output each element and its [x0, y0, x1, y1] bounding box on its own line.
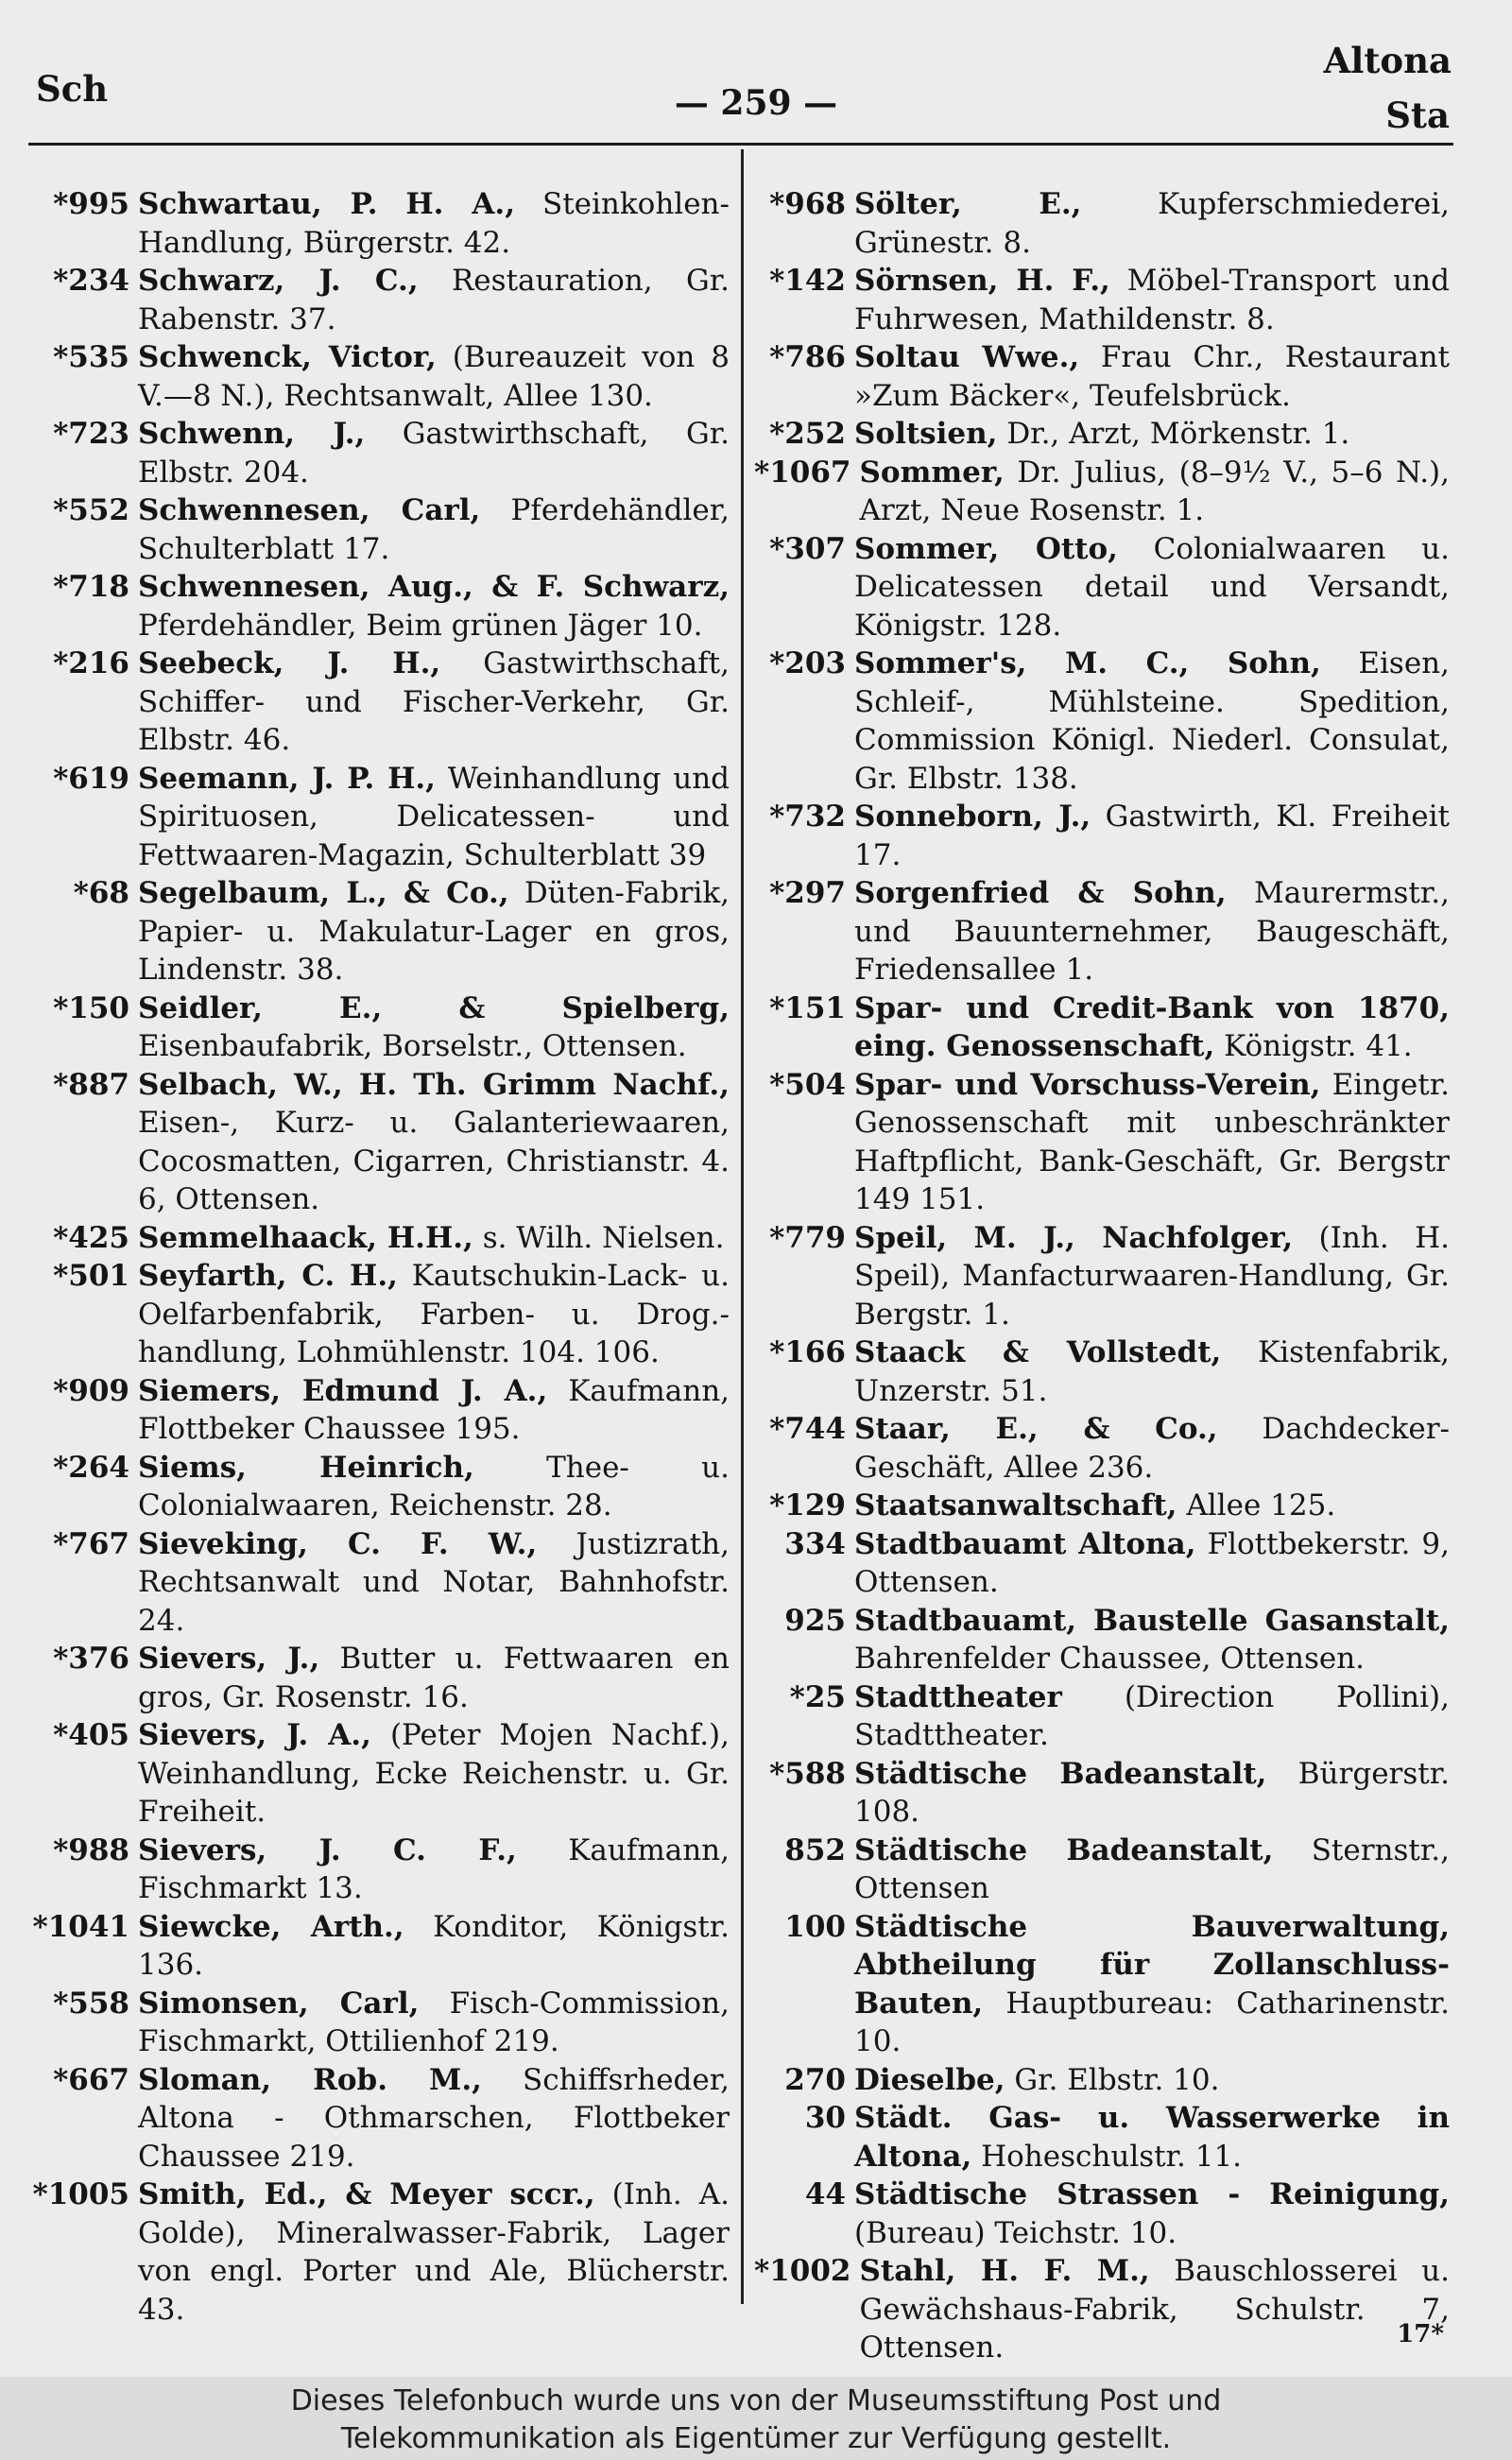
- entry-text: [138, 1985, 730, 2061]
- entry-text: [854, 874, 1450, 989]
- directory-entry: [754, 2099, 1450, 2176]
- entry-name: Semmelhaack, H.H.,: [138, 1220, 473, 1255]
- entry-name: Seemann, J. P. H.,: [138, 761, 436, 796]
- entry-name: Städtische Strassen - Reinigung,: [854, 2177, 1450, 2211]
- entry-details: (Inh. A. Golde), Mineralwasser-Fabrik, Lager von engl. Porter und Ale, Blücherstr. 43.: [138, 2177, 730, 2327]
- footer-line-1: Dieses Telefonbuch wurde uns von der Museumsstiftung Post und: [290, 2384, 1222, 2417]
- phone-number: *307: [769, 531, 846, 566]
- entry-name: Schwenn, J.,: [138, 417, 366, 451]
- header-city: Altona: [1323, 40, 1452, 81]
- directory-entry: [21, 185, 730, 262]
- entry-text: [854, 1333, 1450, 1410]
- directory-entry: [21, 1066, 730, 1219]
- entry-details: Königstr. 41.: [1224, 1029, 1413, 1063]
- entry-name: Städtische Badeanstalt,: [854, 1756, 1267, 1791]
- phone-number: *216: [53, 646, 129, 680]
- entry-text: [854, 1602, 1450, 1678]
- footer-notice: [0, 2377, 1512, 2460]
- directory-entry: [21, 262, 730, 338]
- phone-number: 334: [784, 1526, 846, 1561]
- directory-entry: [21, 568, 730, 645]
- entry-name: Sievers, J. A.,: [138, 1718, 371, 1752]
- entry-details: Schiffsrheder, Altona - Othmarschen, Flottbeker Chaussee 219.: [138, 2062, 730, 2174]
- entry-details: Justizrath, Rechtsanwalt und Notar, Bahnhofstr. 24.: [138, 1526, 730, 1638]
- phone-number: *1041: [32, 1909, 129, 1944]
- directory-entry: [21, 1525, 730, 1641]
- phone-number: *887: [53, 1067, 129, 1102]
- directory-entry: [21, 645, 730, 760]
- directory-entry: [21, 1372, 730, 1449]
- entry-details: Möbel-Transport und Fuhrwesen, Mathildenstr. 8.: [854, 264, 1450, 336]
- entry-name: Segelbaum, L., & Co.,: [138, 876, 509, 910]
- directory-entry: [754, 1525, 1450, 1602]
- directory-entry: [21, 1716, 730, 1832]
- entry-text: [854, 1219, 1450, 1334]
- entry-text: [854, 645, 1450, 798]
- phone-number: *718: [53, 570, 129, 604]
- entry-text: [854, 1525, 1450, 1602]
- entry-details: Maurermstr., und Bauunternehmer, Baugeschäft, Friedensallee 1.: [854, 876, 1451, 987]
- header-section-start: Sch: [36, 68, 109, 110]
- phone-number: 852: [784, 1832, 846, 1867]
- directory-entry: [21, 1219, 730, 1258]
- phone-number: 925: [784, 1603, 846, 1638]
- entry-text: [138, 1832, 730, 1908]
- entry-text: [854, 338, 1450, 415]
- entry-name: Stadtbauamt, Baustelle Gasanstalt,: [854, 1603, 1450, 1638]
- entry-name: Städtische Bauverwaltung, Abtheilung für Zollanschluss-Bauten,: [854, 1909, 1450, 2021]
- phone-number: *786: [769, 340, 846, 374]
- directory-entry: [754, 2252, 1450, 2367]
- entry-text: [854, 530, 1450, 645]
- phone-number: *68: [73, 876, 129, 910]
- entry-text: [138, 1640, 730, 1716]
- entry-details: Eisenbaufabrik, Borselstr., Ottensen.: [138, 1029, 687, 1063]
- phone-number: *405: [53, 1718, 129, 1752]
- entry-text: [138, 645, 730, 760]
- entry-details: Kistenfabrik, Unzerstr. 51.: [854, 1335, 1450, 1408]
- entry-text: [138, 1908, 730, 1985]
- directory-entry: [754, 1487, 1450, 1525]
- entry-details: Kautschukin-Lack- u. Oelfarbenfabrik, Farben- u. Drog.-handlung, Lohmühlenstr. 104. 106.: [138, 1259, 730, 1369]
- entry-text: [138, 874, 730, 989]
- entry-text: [854, 1832, 1450, 1908]
- entry-text: [138, 2061, 730, 2176]
- entry-name: Sorgenfried & Sohn,: [854, 876, 1227, 910]
- header-rule: [28, 143, 1453, 146]
- entry-name: Schwennesen, Carl,: [138, 493, 481, 527]
- phone-number: *995: [53, 187, 129, 221]
- entry-name: Schwarz, J. C.,: [138, 264, 419, 298]
- entry-name: Smith, Ed., & Meyer sccr.,: [138, 2177, 595, 2211]
- entry-details: Eisen-, Kurz- u. Galanteriewaaren, Cocosmatten, Cigarren, Christianstr. 4. 6, Ottensen.: [138, 1106, 730, 1216]
- directory-entry: [754, 1678, 1450, 1755]
- directory-entry: [21, 760, 730, 875]
- directory-entry: [754, 1908, 1450, 2061]
- entry-details: (Peter Mojen Nachf.), Weinhandlung, Ecke Reichenstr. u. Gr. Freiheit.: [138, 1718, 730, 1829]
- entry-text: [138, 1066, 730, 1219]
- phone-number: *129: [769, 1488, 846, 1522]
- entry-name: Siemers, Edmund J. A.,: [138, 1373, 548, 1408]
- entry-name: Städt. Gas- u. Wasserwerke in Altona,: [854, 2101, 1450, 2174]
- directory-entry: [754, 874, 1450, 989]
- entry-details: Eisen, Schleif-, Mühlsteine. Spedition, Commission Königl. Niederl. Consulat, Gr. Elbstr. 138.: [854, 646, 1450, 796]
- directory-entry: [21, 989, 730, 1066]
- directory-entry: [754, 1832, 1450, 1908]
- entry-name: Siewcke, Arth.,: [138, 1909, 404, 1944]
- entry-details: Fisch-Commission, Fischmarkt, Ottilienhof 219.: [138, 1986, 730, 2058]
- entry-text: [138, 262, 730, 338]
- phone-number: *1002: [754, 2254, 851, 2288]
- directory-entry: [21, 1640, 730, 1716]
- directory-entry: [21, 2176, 730, 2329]
- phone-number: *264: [53, 1450, 129, 1485]
- entry-details: Bahrenfelder Chaussee, Ottensen.: [854, 1642, 1366, 1676]
- entry-name: Sommer, Otto,: [854, 531, 1118, 566]
- directory-entry: [754, 415, 1450, 454]
- entry-text: [854, 798, 1450, 874]
- header-section-end: Sta: [1385, 95, 1450, 136]
- entry-text: [854, 2176, 1450, 2252]
- phone-number: *25: [789, 1679, 846, 1714]
- entry-name: Sommer,: [859, 455, 1005, 490]
- entry-details: Hauptbureau: Catharinenstr. 10.: [854, 1986, 1450, 2058]
- entry-text: [860, 2252, 1451, 2367]
- entry-name: Sievers, J.,: [138, 1642, 320, 1676]
- phone-number: *767: [53, 1526, 129, 1561]
- entry-details: Gastwirthschaft, Gr. Elbstr. 204.: [138, 417, 730, 490]
- entry-name: Sloman, Rob. M.,: [138, 2062, 482, 2097]
- entry-text: [138, 338, 730, 415]
- directory-entry: [21, 1832, 730, 1908]
- phone-number: *234: [53, 264, 129, 298]
- entry-details: Restauration, Gr. Rabenstr. 37.: [138, 264, 730, 336]
- phone-number: *552: [53, 493, 129, 527]
- entry-details: Gr. Elbstr. 10.: [1014, 2062, 1220, 2097]
- entry-name: Sommer's, M. C., Sohn,: [854, 646, 1321, 680]
- entry-details: Steinkohlen-Handlung, Bürgerstr. 42.: [138, 187, 730, 260]
- entry-text: [854, 2099, 1450, 2176]
- phone-number: 100: [784, 1909, 846, 1944]
- entry-name: Schwartau, P. H. A.,: [138, 187, 515, 221]
- entry-name: Stadttheater: [854, 1679, 1062, 1714]
- page-number: — 259 —: [674, 83, 838, 123]
- entry-details: Kupferschmiederei, Grünestr. 8.: [854, 187, 1451, 260]
- entry-name: Staack & Vollstedt,: [854, 1335, 1222, 1369]
- entry-details: Kaufmann, Fischmarkt 13.: [138, 1832, 730, 1905]
- phone-number: *909: [53, 1373, 129, 1408]
- directory-entry: [754, 645, 1450, 798]
- directory-entry: [754, 2176, 1450, 2252]
- entry-name: Stahl, H. F. M.,: [859, 2254, 1150, 2288]
- directory-entry: [21, 491, 730, 568]
- directory-entry: [754, 185, 1450, 262]
- entry-details: Eingetr. Genossenschaft mit unbeschränkter Haftpflicht, Bank-Geschäft, Gr. Bergstr 149 151.: [854, 1067, 1450, 1216]
- entry-text: [138, 185, 730, 262]
- entry-details: Allee 125.: [1186, 1488, 1336, 1522]
- entry-text: [138, 415, 730, 491]
- entry-details: Frau Chr., Restaurant »Zum Bäcker«, Teufelsbrück.: [854, 340, 1451, 413]
- entry-details: Dr., Arzt, Mörkenstr. 1.: [1006, 417, 1350, 451]
- entry-name: Sörnsen, H. F.,: [854, 264, 1110, 298]
- entry-text: [138, 568, 730, 645]
- phone-number: *988: [53, 1832, 129, 1867]
- entry-text: [854, 2061, 1450, 2100]
- directory-entry: [754, 1410, 1450, 1487]
- entry-name: Staatsanwaltschaft,: [854, 1488, 1177, 1522]
- phone-number: *732: [769, 800, 846, 834]
- entry-details: (Bureauzeit von 8 V.—8 N.), Rechtsanwalt, Allee 130.: [138, 340, 730, 413]
- entry-details: Kaufmann, Flottbeker Chaussee 195.: [138, 1373, 730, 1446]
- directory-entry: [754, 1755, 1450, 1832]
- entry-name: Speil, M. J., Nachfolger,: [854, 1220, 1294, 1255]
- phone-number: *151: [769, 990, 846, 1025]
- entry-name: Seidler, E., & Spielberg,: [138, 990, 730, 1025]
- directory-entry: [21, 1449, 730, 1525]
- directory-entry: [754, 989, 1450, 1066]
- phone-number: *1067: [754, 455, 851, 490]
- entry-details: Bauschlosserei u. Gewächshaus-Fabrik, Schulstr. 7, Ottensen.: [859, 2254, 1450, 2365]
- phone-number: 44: [804, 2177, 846, 2211]
- directory-entry: [21, 338, 730, 415]
- directory-entry: [21, 1908, 730, 1985]
- entry-name: Selbach, W., H. Th. Grimm Nachf.,: [138, 1067, 730, 1102]
- directory-entry: [754, 454, 1450, 530]
- entry-details: Dachdecker-Geschäft, Allee 236.: [854, 1412, 1451, 1485]
- entry-name: Schwennesen, Aug., & F. Schwarz,: [138, 570, 730, 604]
- entry-text: [138, 1449, 730, 1525]
- entry-details: Gastwirth, Kl. Freiheit 17.: [854, 800, 1450, 872]
- directory-entry: [754, 530, 1450, 645]
- entry-details: Hoheschulstr. 11.: [981, 2139, 1243, 2174]
- entry-details: Weinhandlung und Spirituosen, Delicatessen- und Fettwaaren-Magazin, Schulterblatt 39: [138, 761, 730, 872]
- directory-entry: [754, 2061, 1450, 2100]
- entry-name: Siems, Heinrich,: [138, 1450, 474, 1485]
- entry-name: Staar, E., & Co.,: [854, 1412, 1218, 1446]
- phone-number: *779: [769, 1220, 846, 1255]
- entry-name: Sonneborn, J.,: [854, 800, 1091, 834]
- phone-number: *558: [53, 1986, 129, 2021]
- entry-name: Sieveking, C. F. W.,: [138, 1526, 538, 1561]
- entry-details: (Direction Pollini), Stadttheater.: [854, 1679, 1450, 1752]
- entry-text: [854, 415, 1450, 454]
- entry-name: Stadtbauamt Altona,: [854, 1526, 1196, 1561]
- entry-name: Spar- und Credit-Bank von 1870, eing. Genossenschaft,: [854, 990, 1450, 1063]
- entry-text: [138, 491, 730, 568]
- entry-details: (Bureau) Teichstr. 10.: [854, 2215, 1177, 2250]
- entry-name: Schwenck, Victor,: [138, 340, 437, 374]
- directory-entry: [754, 1602, 1450, 1678]
- entry-text: [854, 1908, 1450, 2061]
- phone-number: 270: [784, 2062, 846, 2097]
- phone-number: *203: [769, 646, 846, 680]
- phone-number: *968: [769, 187, 846, 221]
- entry-details: Sternstr., Ottensen: [854, 1832, 1450, 1905]
- phone-number: *297: [769, 876, 846, 910]
- directory-entry: [21, 2061, 730, 2176]
- entry-text: [854, 1410, 1450, 1487]
- entry-details: Gastwirthschaft, Schiffer- und Fischer-Verkehr, Gr. Elbstr. 46.: [138, 646, 730, 757]
- entry-name: Städtische Badeanstalt,: [854, 1832, 1274, 1867]
- directory-entry: [21, 415, 730, 491]
- left-column: [21, 185, 730, 2329]
- entry-text: [860, 454, 1451, 530]
- signature-mark: 17*: [1397, 2320, 1444, 2348]
- entry-text: [854, 1755, 1450, 1832]
- entry-text: [138, 2176, 730, 2329]
- entry-name: Seebeck, J. H.,: [138, 646, 441, 680]
- directory-entry: [754, 1333, 1450, 1410]
- directory-entry: [754, 1219, 1450, 1334]
- column-divider: [741, 149, 744, 2304]
- entry-details: Pferdehändler, Beim grünen Jäger 10.: [138, 608, 703, 643]
- entry-text: [854, 262, 1450, 338]
- entry-name: Sievers, J. C. F.,: [138, 1832, 517, 1867]
- entry-name: Sölter, E.,: [854, 187, 1082, 221]
- directory-entry: [754, 338, 1450, 415]
- entry-text: [138, 989, 730, 1066]
- entry-details: Pferdehändler, Schulterblatt 17.: [138, 493, 730, 566]
- entry-name: Soltsien,: [854, 417, 998, 451]
- entry-text: [138, 1219, 730, 1258]
- entry-name: Soltau Wwe.,: [854, 340, 1080, 374]
- phone-number: *1005: [32, 2177, 129, 2211]
- phone-number: *501: [53, 1259, 129, 1293]
- phone-number: *619: [53, 761, 129, 796]
- entry-details: Bürgerstr. 108.: [854, 1756, 1450, 1829]
- entry-details: Butter u. Fettwaaren en gros, Gr. Rosenstr. 16.: [138, 1642, 730, 1714]
- entry-text: [854, 1066, 1450, 1219]
- phone-number: *252: [769, 417, 846, 451]
- directory-entry: [754, 262, 1450, 338]
- phone-number: *535: [53, 340, 129, 374]
- phone-number: 30: [804, 2101, 846, 2135]
- entry-name: Simonsen, Carl,: [138, 1986, 420, 2021]
- directory-entry: [21, 1257, 730, 1372]
- phone-number: *667: [53, 2062, 129, 2097]
- footer-line-2: Telekommunikation als Eigentümer zur Verfügung gestellt.: [340, 2422, 1172, 2455]
- entry-details: s. Wilh. Nielsen.: [482, 1220, 725, 1255]
- directory-entry: [754, 1066, 1450, 1219]
- entry-name: Dieselbe,: [854, 2062, 1005, 2097]
- entry-details: Flottbekerstr. 9, Ottensen.: [854, 1526, 1450, 1599]
- entry-details: Düten-Fabrik, Papier- u. Makulatur-Lager en gros, Lindenstr. 38.: [138, 876, 730, 987]
- entry-text: [138, 1716, 730, 1832]
- entry-text: [138, 1372, 730, 1449]
- directory-entry: [21, 874, 730, 989]
- phone-number: *376: [53, 1642, 129, 1676]
- phone-number: *723: [53, 417, 129, 451]
- entry-text: [854, 1678, 1450, 1755]
- entry-text: [138, 1257, 730, 1372]
- phone-number: *150: [53, 990, 129, 1025]
- entry-name: Seyfarth, C. H.,: [138, 1259, 398, 1293]
- entry-details: Konditor, Königstr. 136.: [138, 1909, 730, 1982]
- entry-details: (Inh. H. Speil), Manfacturwaaren-Handlung, Gr. Bergstr. 1.: [854, 1220, 1450, 1332]
- phone-number: *425: [53, 1220, 129, 1255]
- phone-number: *744: [769, 1412, 846, 1446]
- phone-number: *588: [769, 1756, 846, 1791]
- entry-details: Thee- u. Colonialwaaren, Reichenstr. 28.: [138, 1450, 730, 1522]
- entry-text: [138, 1525, 730, 1641]
- entry-text: [854, 989, 1450, 1066]
- phone-number: *504: [769, 1067, 846, 1102]
- entry-text: [854, 1487, 1450, 1525]
- entry-text: [854, 185, 1450, 262]
- entry-details: Dr. Julius, (8–9½ V., 5–6 N.), Arzt, Neue Rosenstr. 1.: [859, 455, 1451, 527]
- directory-entry: [754, 798, 1450, 874]
- entry-name: Spar- und Vorschuss-Verein,: [854, 1067, 1321, 1102]
- directory-entry: [21, 1985, 730, 2061]
- entry-text: [138, 760, 730, 875]
- phone-number: *142: [769, 264, 846, 298]
- entry-details: Colonialwaaren u. Delicatessen detail und Versandt, Königstr. 128.: [854, 531, 1451, 643]
- right-column: [754, 185, 1450, 2367]
- phone-number: *166: [769, 1335, 846, 1369]
